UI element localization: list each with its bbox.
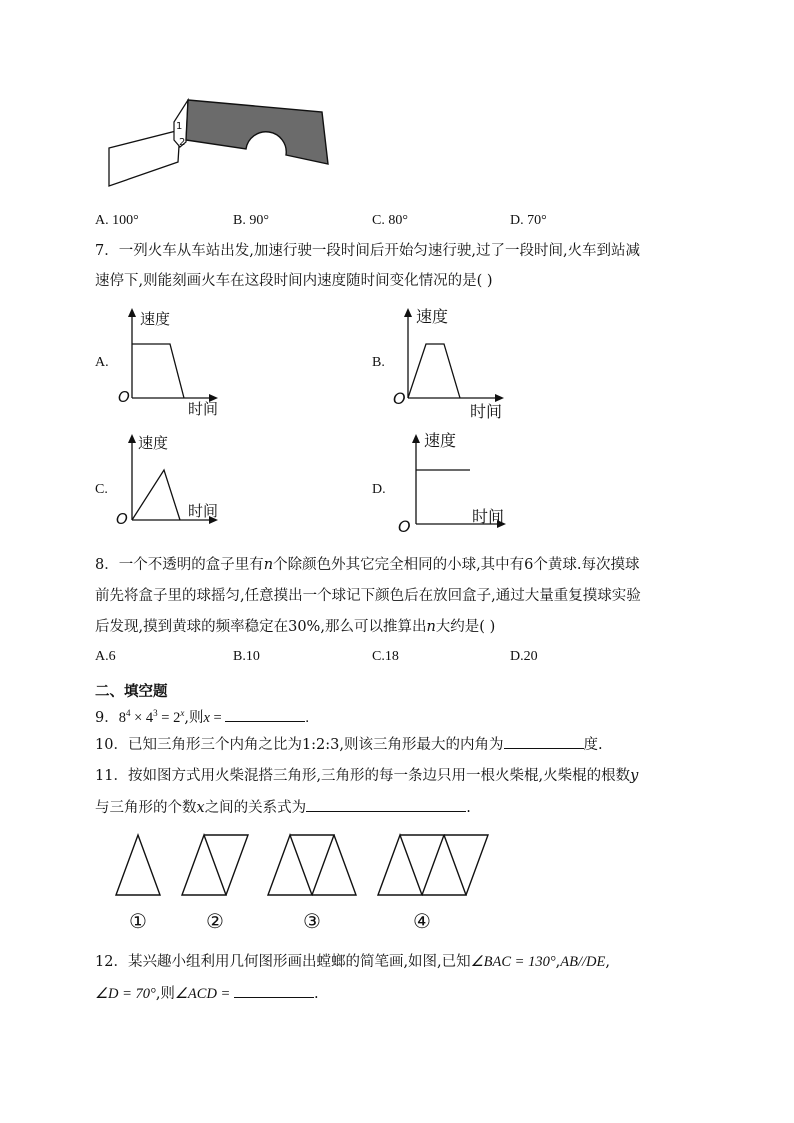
- q8-option-b: B.10: [233, 649, 260, 664]
- q6-option-c: C. 80°: [372, 213, 408, 228]
- section-title: 二、填空题: [95, 684, 168, 700]
- q7-line-1: 7．一列火车从车站出发,加速行驶一段时间后开始匀速行驶,过了一段时间,火车到站减: [95, 243, 641, 259]
- graph-c-origin: O: [116, 510, 128, 528]
- q11-matchstick-figures: [105, 828, 505, 938]
- graph-b-xlabel: 时间: [470, 402, 503, 421]
- angle-d: ∠D = 70°: [95, 986, 156, 1002]
- angle-bac: ∠BAC = 130°: [470, 954, 556, 970]
- q10-answer-blank[interactable]: [504, 734, 584, 749]
- q9-answer-blank[interactable]: [225, 707, 305, 722]
- q8-line-2: 前先将盒子里的球摇匀,任意摸出一个球记下颜色后在放回盒子,通过大量重复摸球实验: [95, 588, 641, 604]
- graph-a: [112, 302, 232, 420]
- angle-acd: ∠ACD =: [174, 986, 234, 1002]
- graph-d-origin: O: [398, 517, 411, 536]
- graph-a-ylabel: 速度: [140, 310, 171, 328]
- figure-label-1: ①: [129, 909, 147, 933]
- graph-c-curve: [132, 470, 180, 520]
- angle-2-label: 2: [179, 137, 186, 148]
- graph-d-letter: D.: [372, 482, 386, 497]
- q11-line-2: 与三角形的个数x之间的关系式为 .: [95, 797, 471, 818]
- figure-label-2: ②: [206, 909, 224, 933]
- q7-line-2: 速停下,则能刻画火车在这段时间内速度随时间变化情况的是( ): [95, 273, 493, 289]
- graph-a-curve: [132, 344, 184, 398]
- figure-label-3: ③: [303, 909, 321, 933]
- q12-answer-blank[interactable]: [234, 983, 314, 998]
- q8-option-d: D.20: [510, 649, 538, 664]
- q8-line-3: 后发现,摸到黄球的频率稳定在30%,那么可以推算出n大约是( ): [95, 619, 496, 635]
- q6-option-b: B. 90°: [233, 213, 269, 228]
- figure-4-triangles: [378, 835, 488, 895]
- figure-label-4: ④: [413, 909, 431, 933]
- figure-1-triangles: [116, 835, 160, 895]
- q8-option-c: C.18: [372, 649, 399, 664]
- back-strip: [109, 130, 180, 186]
- graph-a-letter: A.: [95, 355, 109, 370]
- graph-d-ylabel: 速度: [424, 431, 457, 450]
- q12-line-1: 12．某兴趣小组利用几何图形画出螳螂的简笔画,如图,已知∠BAC = 130°,AB//DE,: [95, 954, 610, 970]
- q10-line: 10．已知三角形三个内角之比为1:2:3,则该三角形最大的内角为 度.: [95, 734, 603, 755]
- angle-1-label: 1: [176, 121, 183, 132]
- graph-a-xlabel: 时间: [188, 400, 219, 418]
- q8-option-a: A.6: [95, 649, 116, 664]
- graph-d-xlabel: 时间: [472, 507, 505, 526]
- graph-b-ylabel: 速度: [416, 307, 449, 326]
- graph-a-origin: O: [118, 388, 130, 406]
- q6-figure: [100, 92, 340, 192]
- q11-line-1: 11．按如图方式用火柴混搭三角形,三角形的每一条边只用一根火柴棍,火柴棍的根数y: [95, 768, 639, 784]
- q6-option-d: D. 70°: [510, 213, 547, 228]
- q11-answer-blank[interactable]: [306, 797, 466, 812]
- q9-line: 9．$8^4 \times 4^3 = 2^x$,则x = .: [95, 708, 309, 726]
- parallel-ab-de: AB//DE: [560, 954, 606, 970]
- graph-b: [388, 302, 518, 424]
- figure-3-triangles: [268, 835, 356, 895]
- figure-2-triangles: [182, 835, 248, 895]
- graph-c-letter: C.: [95, 482, 108, 497]
- graph-d: [388, 424, 528, 544]
- graph-c-xlabel: 时间: [188, 502, 219, 520]
- q12-line-2: ∠D = 70°,则∠ACD = .: [95, 983, 319, 1004]
- q8-line-1: 8．一个不透明的盒子里有n个除颜色外其它完全相同的小球,其中有6个黄球.每次摸球: [95, 557, 640, 573]
- graph-b-curve: [408, 344, 460, 398]
- dark-folded-strip: [186, 100, 328, 164]
- graph-c: [112, 428, 232, 534]
- graph-b-origin: O: [393, 389, 406, 408]
- graph-b-letter: B.: [372, 355, 385, 370]
- q6-option-a: A. 100°: [95, 213, 139, 228]
- graph-c-ylabel: 速度: [138, 434, 169, 452]
